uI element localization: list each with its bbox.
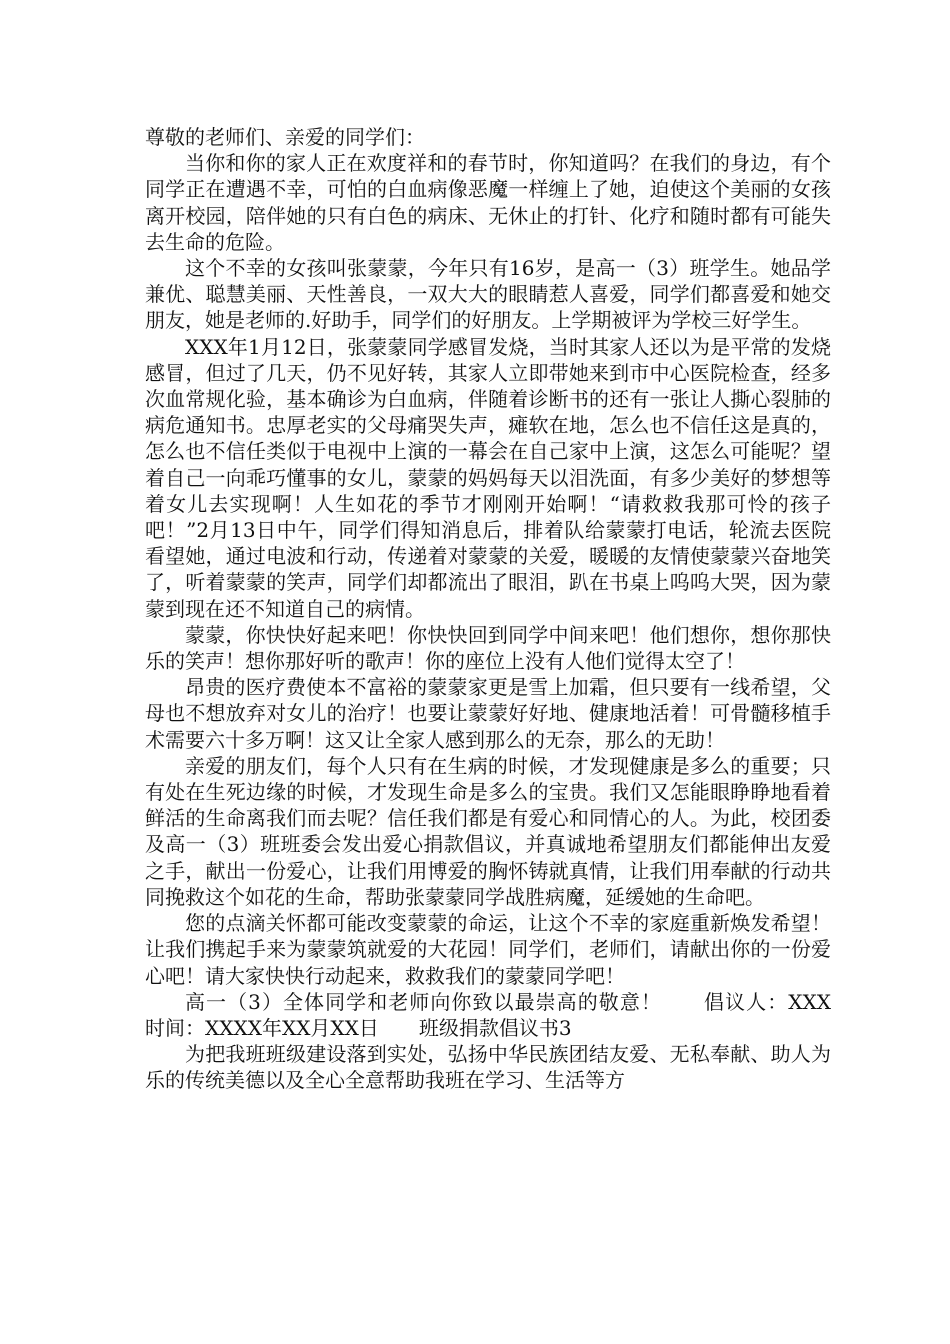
document-body [145, 124, 871, 1094]
paragraph-1: 当你和你的家人正在欢度祥和的春节时，你知道吗？在我们的身边，有个同学正在遭遇不幸，可怕的白血病像恶魔一样缠上了她，迫使这个美丽的女孩离开校园，陪伴她的只有白色的病床、无休止的打针、化疗和随时都有可能失去生命的危险。 [145, 151, 831, 254]
paragraph-3: XXX年1月12日，张蒙蒙同学感冒发烧，当时其家人还以为是平常的发烧感冒，但过了几天，仍不见好转，其家人立即带她来到市中心医院检查，经多次血常规化验，基本确诊为白血病，伴随着诊断书的还有一张让人撕心裂肺的病危通知书。忠厚老实的父母痛哭失声，瘫软在地，怎么也不信任这是真的，怎么也不信任类似于电视中上演的一幕会在自己家中上演，这怎么可能呢？望着自己一向乖巧懂事的女儿，蒙蒙的妈妈每天以泪洗面，有多少美好的梦想等着女儿去实现啊！人生如花的季节才刚刚开始啊！“请救救我那可怜的孩子吧！”2月13日中午，同学们得知消息后，排着队给蒙蒙打电话，轮流去医院看望她，通过电波和行动，传递着对蒙蒙的关爱，暖暖的友情使蒙蒙兴奋地笑了，听着蒙蒙的笑声，同学们却都流出了眼泪，趴在书桌上呜呜大哭，因为蒙蒙到现在还不知道自己的病情。 [145, 334, 831, 621]
paragraph-2: 这个不幸的女孩叫张蒙蒙，今年只有16岁，是高一（3）班学生。她品学兼优、聪慧美丽、天性善良，一双大大的眼睛惹人喜爱，同学们都喜爱和她交朋友，她是老师的.好助手，同学们的好朋友。上学期被评为学校三好学生。 [145, 256, 831, 333]
paragraph-9: 为把我班班级建设落到实处，弘扬中华民族团结友爱、无私奉献、助人为乐的传统美德以及全心全意帮助我班在学习、生活等方 [145, 1042, 831, 1093]
paragraph-6: 亲爱的朋友们，每个人只有在生病的时候，才发现健康是多么的重要；只有处在生死边缘的时候，才发现生命是多么的宝贵。我们又怎能眼睁睁地看着鲜活的生命离我们而去呢？信任我们都是有爱心和同情心的人。为此，校团委及高一（3）班班委会发出爱心捐款倡议，并真诚地希望朋友们都能伸出友爱之手，献出一份爱心，让我们用博爱的胸怀铸就真情，让我们用奉献的行动共同挽救这个如花的生命，帮助张蒙蒙同学战胜病魔，延缓她的生命吧。 [145, 753, 831, 909]
paragraph-7: 您的点滴关怀都可能改变蒙蒙的命运，让这个不幸的家庭重新焕发希望！让我们携起手来为蒙蒙筑就爱的大花园！同学们，老师们，请献出你的一份爱心吧！请大家快快行动起来，救救我们的蒙蒙同学吧！ [145, 911, 831, 988]
paragraph-4: 蒙蒙，你快快好起来吧！你快快回到同学中间来吧！他们想你，想你那快乐的笑声！想你那好听的歌声！你的座位上没有人他们觉得太空了！ [145, 622, 831, 674]
signature-line: 高一（3）全体同学和老师向你致以最崇高的敬意！ 倡议人：XXX 时间：XXXX年XX月XX日 班级捐款倡议书3 [145, 989, 871, 1040]
greeting: 尊敬的老师们、亲爱的同学们： [145, 125, 425, 149]
paragraph-5: 昂贵的医疗费使本不富裕的蒙蒙家更是雪上加霜，但只要有一线希望，父母也不想放弃对女儿的治疗！也要让蒙蒙好好地、健康地活着！可骨髓移植手术需要六十多万啊！这又让全家人感到那么的无奈，那么的无助！ [145, 675, 831, 752]
